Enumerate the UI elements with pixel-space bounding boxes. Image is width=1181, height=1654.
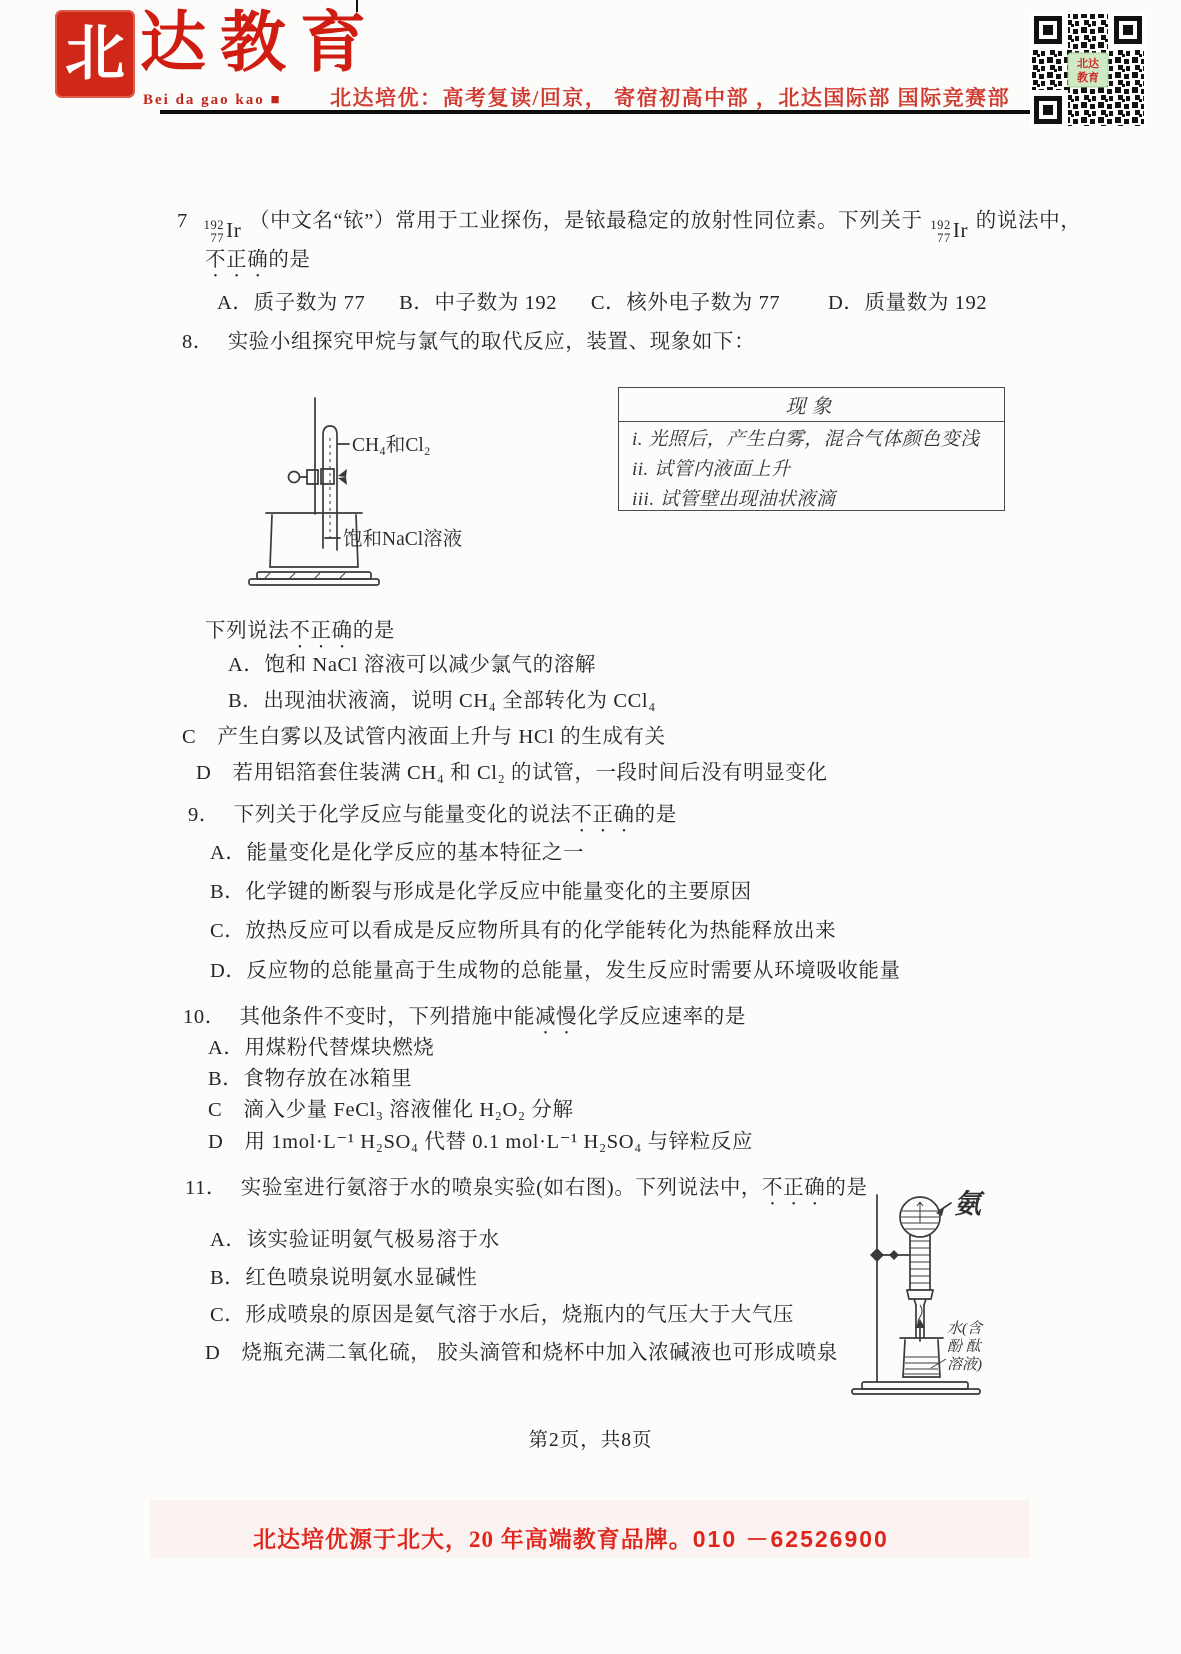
page-number: 第2页，共8页 [528, 1430, 653, 1451]
q9-number: 9． [188, 804, 220, 826]
flask-liquid [898, 1202, 942, 1229]
stand-base [852, 1382, 980, 1394]
ammonia-label [936, 1189, 985, 1219]
phenomena-table [618, 387, 1005, 511]
q9-option-b: B．化学键的断裂与形成是化学反应中能量变化的主要原因 [210, 881, 752, 903]
qr-center-text-top: 北达 [1077, 58, 1099, 70]
q9-option-d: D．反应物的总能量高于生成物的总能量，发生反应时需要从环境吸收能量 [210, 960, 901, 982]
q11-option-b: B．红色喷泉说明氨水显碱性 [210, 1267, 478, 1289]
q8-option-c: C 产生白雾以及试管内液面上升与 HCl 的生成有关 [182, 726, 666, 748]
q10-option-b: B．食物存放在冰箱里 [208, 1068, 413, 1090]
q8-option-d: D 若用铝箔套住装满 CH₄ 和 Cl₂ 的试管，一段时间后没有明显变化 [196, 762, 828, 784]
q10-stem: 10． 其他条件不变时，下列措施中能减慢化学反应速率的是 [183, 1006, 746, 1028]
q11-option-a: A．该实验证明氨气极易溶于水 [210, 1229, 500, 1251]
q9-stem: 9． 下列关于化学反应与能量变化的说法不正确的是 [188, 804, 677, 826]
q10-option-c: C 滴入少量 FeCl₃ 溶液催化 H₂O₂ 分解 [208, 1099, 574, 1121]
q10-option-a: A．用煤粉代替煤块燃烧 [208, 1037, 435, 1059]
isotope-notation: 192 77 Ir [930, 217, 969, 246]
q11-option-c: C．形成喷泉的原因是氨气溶于水后，烧瓶内的气压大于大气压 [210, 1304, 794, 1326]
svg-text:氨: 氨 [954, 1189, 981, 1219]
qr-code [1030, 12, 1146, 128]
q11-number: 11． [185, 1177, 228, 1199]
q7-option-d: D．质量数为 192 [828, 292, 988, 314]
q11-option-d: D 烧瓶充满二氧化硫， 胶头滴管和烧杯中加入浓碱液也可形成喷泉 [205, 1342, 839, 1364]
promo-phone: 010 －62526900 [692, 1526, 889, 1552]
phenomena-row-2: ii. 试管内液面上升 [632, 458, 791, 480]
beaker-label: 饱和NaCl溶液 [343, 529, 463, 550]
promo-footer [253, 1521, 889, 1554]
q7-option-a: A．质子数为 77 [217, 292, 366, 314]
q11-stem: 11． 实验室进行氨溶于水的喷泉实验(如右图)。下列说法中，不正确的是 [185, 1177, 868, 1199]
stand-base [249, 572, 379, 585]
q7-stem-text-b: 的说法中， [975, 210, 1082, 232]
q10-option-d: D 用 1mol·L⁻¹ H₂SO₄ 代替 0.1 mol·L⁻¹ H₂SO₄ 与锌粒反应 [208, 1131, 754, 1153]
flask-neck [910, 1235, 930, 1290]
q11-fountain-diagram [810, 1145, 1010, 1395]
q10-number: 10． [183, 1006, 226, 1028]
svg-text:酚 酞: 酚 酞 [947, 1339, 981, 1355]
svg-text:溶液): 溶液) [947, 1357, 982, 1373]
header-divider [160, 110, 1118, 114]
stopper [907, 1290, 933, 1305]
q9-option-c: C．放热反应可以看成是反应物所具有的化学能转化为热能释放出来 [210, 920, 837, 942]
brand-calligraphy: 达教育 [140, 7, 380, 80]
q8-apparatus-diagram [245, 392, 570, 588]
q7-stem-negation: 不正确的是 [205, 249, 311, 271]
q7-options-row [217, 293, 987, 314]
q9-option-a: A．能量变化是化学反应的基本特征之一 [210, 842, 585, 864]
q7-option-b: B．中子数为 192 [399, 292, 558, 314]
q8-stem: 8． 实验小组探究甲烷与氯气的取代反应，装置、现象如下： [182, 331, 756, 353]
tube-label: CH₄和Cl₂ [352, 435, 431, 456]
header-tagline: 北达培优：高考复读/回京， 寄宿初高中部 ，北达国际部 国际竞赛部 [330, 86, 1011, 110]
q7-option-c: C．核外电子数为 77 [590, 292, 781, 314]
phenomena-table-header: 现象 [619, 388, 1004, 422]
clamp-arm [870, 1248, 910, 1262]
qr-center-text-bottom: 教育 [1077, 72, 1099, 84]
brand-pinyin: Bei da gao kao ■ [143, 92, 282, 108]
promo-text: 北达培优源于北大，20 年高端教育品牌。 [253, 1527, 693, 1552]
isotope-notation: 192 77 Ir [203, 217, 242, 246]
stamp-character: 北 [65, 21, 125, 87]
q8-substem: 下列说法不正确的是 [205, 620, 395, 642]
clamp [289, 469, 348, 485]
phenomena-row-1: i. 光照后，产生白雾，混合气体颜色变浅 [632, 428, 980, 450]
q8-option-b: B．出现油状液滴，说明 CH₄ 全部转化为 CCl₄ [228, 690, 656, 712]
q8-number: 8． [182, 331, 214, 353]
phenomena-row-3: iii. 试管壁出现油状液滴 [632, 488, 836, 510]
brand-stamp-logo [55, 10, 135, 98]
beaker [900, 1338, 943, 1377]
q7-stem [177, 210, 1082, 246]
svg-text:水(含: 水(含 [947, 1321, 982, 1337]
q8-option-a: A．饱和 NaCl 溶液可以减少氯气的溶解 [228, 654, 596, 676]
q7-number: 7 [177, 210, 188, 232]
q7-stem-text-a: （中文名“铱”）常用于工业探伤，是铱最稳定的放射性同位素。下列关于 [249, 210, 923, 232]
